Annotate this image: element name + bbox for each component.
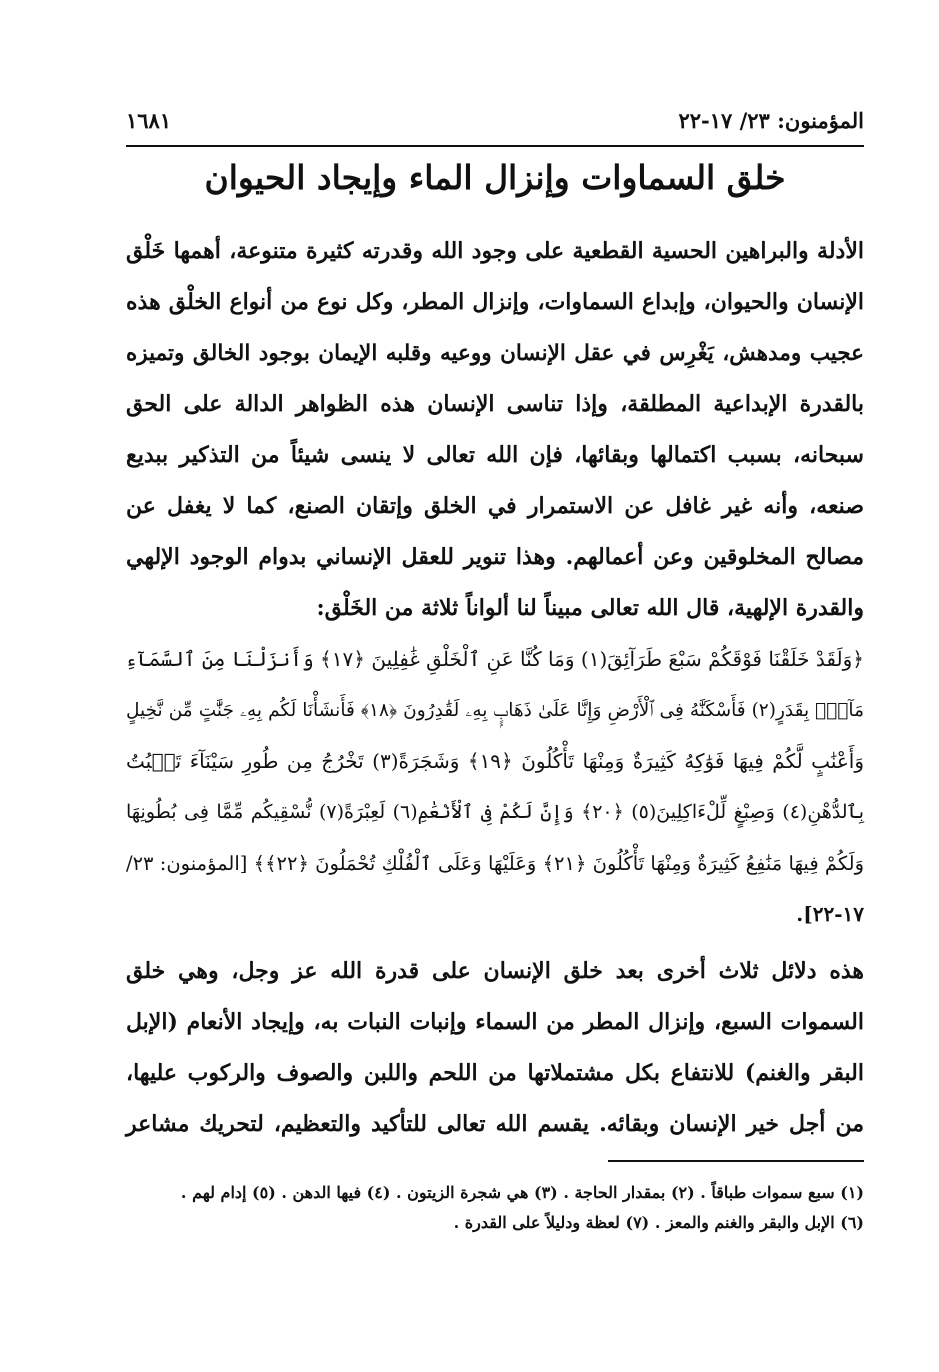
quran-verses bbox=[126, 634, 864, 940]
page-number: ١٦٨١ bbox=[126, 108, 172, 133]
verse-line: مَآءًۢ بِقَدَرٍ(٢) فَأَسْكَنَّٰهُ فِى ٱلْأَرْضِ وَإِنَّا عَلَىٰ ذَهَابٍۭ بِهِۦ لَقَٰدِرُونَ ﴿١٨﴾ فَأَنشَأْنَا لَكُم بِهِۦ جَنَّٰتٍ مِّن نَّخِيلٍ bbox=[126, 700, 864, 721]
running-header bbox=[126, 108, 864, 142]
text-line: والقدرة الإلهية، قال الله تعالى مبيناً لنا ألواناً ثلاثة من الخَلْق: bbox=[316, 595, 864, 621]
section-title: خلق السماوات وإنزال الماء وإيجاد الحيوان bbox=[204, 158, 786, 197]
header-rule bbox=[126, 145, 864, 147]
verse-line: وَأَعْنَٰبٍ لَّكُمْ فِيهَا فَوَٰكِهُ كَثِيرَةٌ وَمِنْهَا تَأْكُلُونَ ﴿١٩﴾ وَشَجَرَةً(٣) تَخْرُجُ مِن طُورِ سَيْنَآءَ تَنۢبُتُ bbox=[126, 749, 864, 773]
text-line: هذه دلائل ثلاث أخرى بعد خلق الإنسان على قدرة الله عز وجل، وهي خلق bbox=[126, 958, 864, 984]
text-line: البقر والغنم) للانتفاع بكل مشتملاتها من اللحم واللبن والصوف والركوب عليها، bbox=[126, 1060, 864, 1086]
text-line: عجيب ومدهش، يَغْرِس في عقل الإنسان ووعيه وقلبه الإيمان بوجود الخالق وتميزه bbox=[126, 341, 864, 366]
text-line: صنعه، وأنه غير غافل عن الاستمرار في الخلق وإتقان الصنع، كما لا يغفل عن bbox=[126, 493, 864, 519]
surah-reference: المؤمنون: ٢٣/ ١٧-٢٢ bbox=[678, 108, 864, 133]
text-line: سبحانه، بسبب اكتمالها وبقائها، فإن الله تعالى لا ينسى شيئاً من التذكير ببديع bbox=[126, 442, 864, 468]
footnote-line: (٦) الإبل والبقر والغنم والمعز . (٧) لعظة ودليلاً على القدرة . bbox=[453, 1213, 864, 1232]
text-line: السموات السبع، وإنزال المطر من السماء وإنبات النبات به، وإيجاد الأنعام (الإبل bbox=[126, 1009, 864, 1035]
text-line: مصالح المخلوقين وعن أعمالهم. وهذا تنوير للعقل الإنساني بدوام الوجود الإلهي bbox=[126, 544, 864, 570]
text-line: بالقدرة الإبداعية المطلقة، وإذا تناسى الإنسان هذه الظواهر الدالة على الحق bbox=[126, 391, 864, 417]
intro-paragraph bbox=[126, 226, 864, 634]
footnote-line: (١) سبع سموات طباقاً . (٢) بمقدار الحاجة . (٣) هي شجرة الزيتون . (٤) فيها الدهن . (٥) إدام لهم . bbox=[180, 1183, 864, 1202]
text-line: الأدلة والبراهين الحسية القطعية على وجود الله وقدرته كثيرة متنوعة، أهمها خَلْق bbox=[126, 238, 864, 264]
footnote-rule bbox=[608, 1160, 864, 1162]
text-line: الإنسان والحيوان، وإبداع السماوات، وإنزال المطر، وكل نوع من أنواع الخلْق هذه bbox=[126, 289, 864, 315]
verse-line: بِٱلدُّهْنِ(٤) وَصِبْغٍ لِّلْءَاكِلِينَ(٥) ﴿٢٠﴾ وَإِنَّ لَكُمْ فِى ٱلْأَنْعَٰمِ(٦) لَعِبْرَةً(٧) نُّسْقِيكُم مِّمَّا فِى بُطُونِهَا bbox=[126, 801, 865, 823]
verse-line: وَلَكُمْ فِيهَا مَنَٰفِعُ كَثِيرَةٌ وَمِنْهَا تَأْكُلُونَ ﴿٢١﴾ وَعَلَيْهَا وَعَلَى ٱلْفُلْكِ تُحْمَلُونَ ﴿٢٢﴾﴾ [المؤمنون: ٢٣/ bbox=[126, 852, 865, 875]
footnotes bbox=[126, 1178, 864, 1238]
commentary-paragraph bbox=[126, 946, 864, 1150]
verse-reference: ١٧-٢٢]. bbox=[796, 902, 864, 926]
text-line: من أجل خير الإنسان وبقائه. يقسم الله تعالى للتأكيد والتعظيم، لتحريك مشاعر bbox=[126, 1111, 864, 1137]
verse-line: ﴿وَلَقَدْ خَلَقْنَا فَوْقَكُمْ سَبْعَ طَرَآئِقَ(١) وَمَا كُنَّا عَنِ ٱلْخَلْقِ غَٰفِلِينَ ﴿١٧﴾ وَأَنزَلْنَا مِنَ ٱلسَّمَآءِ bbox=[125, 647, 864, 671]
